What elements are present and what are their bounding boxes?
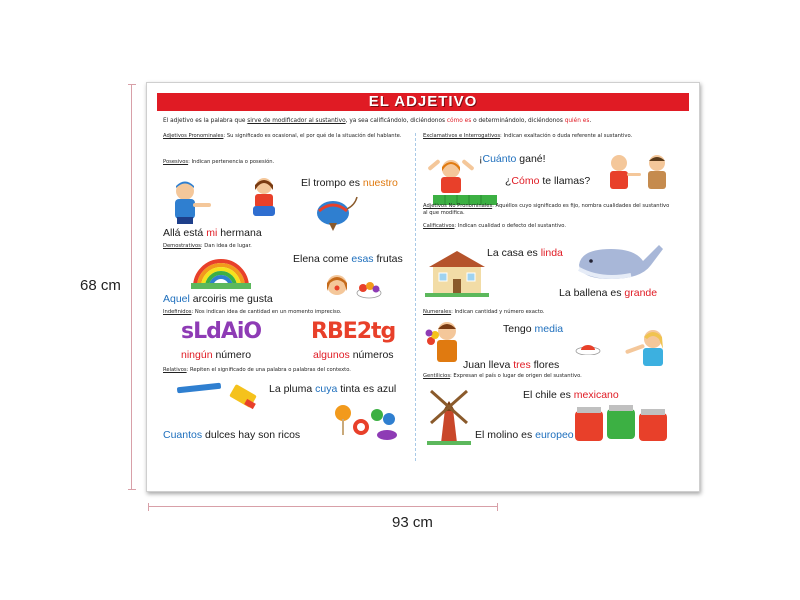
width-label: 93 cm xyxy=(392,514,433,531)
demostrativos-example-1 xyxy=(293,253,403,265)
posesivos-definition xyxy=(163,159,413,166)
pronominales-text: : Su significado es ocasional, el por qué de la situación del hablante. xyxy=(223,133,402,139)
left-column xyxy=(163,133,413,461)
girl-pointing-illustration xyxy=(619,327,671,369)
demostrativos-example-2-highlight: Aquel xyxy=(163,293,190,305)
gentilicios-text: : Expresan el país o lugar de origen del sustantivo. xyxy=(450,373,582,379)
no-pronominales-definition xyxy=(423,203,673,217)
intro-part1: El adjetivo es la palabra que xyxy=(163,118,248,124)
spinning-top-illustration xyxy=(313,195,359,233)
numerales-example-1 xyxy=(503,323,563,335)
indefinidos-example-2 xyxy=(313,349,394,361)
boy-with-flowers-illustration xyxy=(425,319,465,367)
indefinidos-heading: Indefinidos xyxy=(163,309,192,315)
gentilicios-example-2 xyxy=(475,429,574,441)
exclamativos-example-1-post: gané! xyxy=(516,153,546,165)
relativos-example-1-post: tinta es azul xyxy=(337,383,397,395)
chile-jars-illustration xyxy=(573,403,669,443)
height-tick-bottom xyxy=(128,489,136,490)
exclamativos-heading: Exclamativos e Interrogativos xyxy=(423,133,501,139)
intro-highlight-como: cómo es xyxy=(446,118,472,124)
poster xyxy=(146,82,700,492)
relativos-example-2-highlight: Cuantos xyxy=(163,429,203,441)
house-illustration xyxy=(425,249,489,297)
posesivos-text: : Indican pertenencia o posesión. xyxy=(188,159,275,165)
relativos-example-2-post: dulces hay son ricos xyxy=(202,429,301,441)
indefinidos-example-2-highlight: algunos xyxy=(313,349,350,361)
letters-illustration-2 xyxy=(311,319,395,344)
gentilicios-example-1-highlight: mexicano xyxy=(573,389,619,401)
pronominales-definition xyxy=(163,133,413,140)
gentilicios-heading: Gentilicios xyxy=(423,373,451,379)
exclamativos-definition xyxy=(423,133,673,140)
relativos-example-1-highlight: cuya xyxy=(315,383,338,395)
calificativos-example-1 xyxy=(487,247,563,259)
candies-illustration xyxy=(331,403,405,443)
gentilicios-example-1-pre: El chile es xyxy=(523,389,574,401)
width-dimension-line xyxy=(148,506,498,507)
windmill-illustration xyxy=(427,389,471,445)
demostrativos-example-2 xyxy=(163,293,273,305)
letters-1: sLdAiO xyxy=(181,319,262,344)
exclamativos-example-2-post: te llamas? xyxy=(539,175,591,187)
gentilicios-example-2-highlight: europeo xyxy=(535,429,574,441)
exclamativos-example-2 xyxy=(505,175,590,187)
demostrativos-example-1-highlight: esas xyxy=(351,253,374,265)
excited-kid-illustration xyxy=(423,155,479,195)
boy-pointing-illustration xyxy=(169,179,221,225)
column-divider xyxy=(415,133,416,461)
poster-sheet xyxy=(157,93,689,481)
indefinidos-example-1-highlight: ningún xyxy=(181,349,213,361)
demostrativos-heading: Demostrativos xyxy=(163,243,201,249)
pen-illustration xyxy=(173,381,263,415)
width-tick-left xyxy=(148,503,149,511)
numerales-example-2 xyxy=(463,359,559,371)
numerales-example-1-pre: Tengo xyxy=(503,323,535,335)
no-pronominales-heading: Adjetivos No Pronominales xyxy=(423,203,493,209)
right-column xyxy=(419,133,669,461)
girl-eating-fruit-illustration xyxy=(323,271,389,303)
calificativos-heading: Calificativos xyxy=(423,223,455,229)
width-tick-right xyxy=(497,503,498,511)
relativos-definition xyxy=(163,367,413,374)
gentilicios-definition xyxy=(423,373,673,380)
indefinidos-example-2-post: números xyxy=(349,349,394,361)
exclamativos-example-1-highlight: Cuánto xyxy=(482,153,517,165)
pronominales-heading: Adjetivos Pronominales xyxy=(163,133,224,139)
sister-illustration xyxy=(247,175,281,219)
posesivos-example-2 xyxy=(163,227,262,239)
relativos-heading: Relativos xyxy=(163,367,187,373)
gentilicios-example-2-pre: El molino es xyxy=(475,429,536,441)
intro-text xyxy=(163,117,683,125)
intro-part4: o determinándolo, diciéndonos xyxy=(471,118,565,124)
posesivos-example-2-pre: Allá está xyxy=(163,227,207,239)
gentilicios-example-1 xyxy=(523,389,619,401)
exclamativos-example-1 xyxy=(479,153,546,165)
no-pronominales-text: : Aquéllos cuyo significado es fijo, nombra cualidades del sustantivo al que modifica. xyxy=(423,203,670,216)
calificativos-example-2 xyxy=(559,287,657,299)
exclamativos-text: : Indican exaltación o duda referente al sustantivo. xyxy=(500,133,633,139)
numerales-example-1-highlight: media xyxy=(534,323,564,335)
indefinidos-example-1 xyxy=(181,349,251,361)
calificativos-example-1-highlight: linda xyxy=(540,247,563,259)
letters-2: RBE2tg xyxy=(311,319,396,344)
calificativos-text: : Indican cualidad o defecto del sustantivo. xyxy=(454,223,567,229)
demostrativos-example-1-post: frutas xyxy=(373,253,403,265)
intro-part2: sirve de modificador al sustantivo xyxy=(247,118,346,124)
indefinidos-definition xyxy=(163,309,413,316)
numerales-example-2-post: flores xyxy=(530,359,560,371)
indefinidos-example-1-post: número xyxy=(212,349,252,361)
calificativos-example-2-highlight: grande xyxy=(624,287,658,299)
height-label: 68 cm xyxy=(80,277,121,294)
calificativos-definition xyxy=(423,223,673,230)
numerales-example-2-pre: Juan lleva xyxy=(463,359,514,371)
half-portion-plate-illustration xyxy=(575,343,601,355)
exclamativos-example-2-highlight: Cómo xyxy=(511,175,540,187)
relativos-example-2 xyxy=(163,429,300,441)
posesivos-example-2-highlight: mi xyxy=(206,227,218,239)
calificativos-example-2-pre: La ballena es xyxy=(559,287,625,299)
posesivos-example-1-highlight: nuestro xyxy=(362,177,398,189)
people-talking-illustration xyxy=(607,151,671,191)
intro-part3: , ya sea calificándolo, diciéndonos xyxy=(345,118,447,124)
exclamativos-example-1-pre: ¡ xyxy=(479,153,483,165)
numerales-text: : Indican cantidad y número exacto. xyxy=(451,309,545,315)
relativos-example-1 xyxy=(269,383,396,395)
indefinidos-text: : Nos indican idea de cantidad en un momento impreciso. xyxy=(191,309,342,315)
posesivos-example-2-post: hermana xyxy=(217,227,262,239)
poster-title: EL ADJETIVO xyxy=(157,93,689,111)
posesivos-heading: Posesivos xyxy=(163,159,189,165)
demostrativos-example-2-post: arcoiris me gusta xyxy=(189,293,273,305)
numerales-heading: Numerales xyxy=(423,309,452,315)
numerales-example-2-highlight: tres xyxy=(513,359,531,371)
demostrativos-text: : Dan idea de lugar. xyxy=(200,243,252,249)
posesivos-example-1-pre: El trompo es xyxy=(301,177,363,189)
height-dimension-line xyxy=(131,84,132,490)
demostrativos-definition xyxy=(163,243,413,250)
intro-part5: . xyxy=(589,118,592,124)
intro-highlight-quien: quién es xyxy=(564,118,590,124)
calificativos-example-1-pre: La casa es xyxy=(487,247,541,259)
posesivos-example-1 xyxy=(301,177,398,189)
numerales-definition xyxy=(423,309,673,316)
demostrativos-example-1-pre: Elena come xyxy=(293,253,352,265)
letters-illustration-1 xyxy=(181,319,261,344)
relativos-example-1-pre: La pluma xyxy=(269,383,316,395)
exclamativos-example-2-pre: ¿ xyxy=(505,175,512,187)
height-tick-top xyxy=(128,84,136,85)
relativos-text: : Repiten el significado de una palabra o palabras del contexto. xyxy=(186,367,351,373)
rainbow-illustration xyxy=(191,253,251,289)
whale-illustration xyxy=(571,235,669,287)
